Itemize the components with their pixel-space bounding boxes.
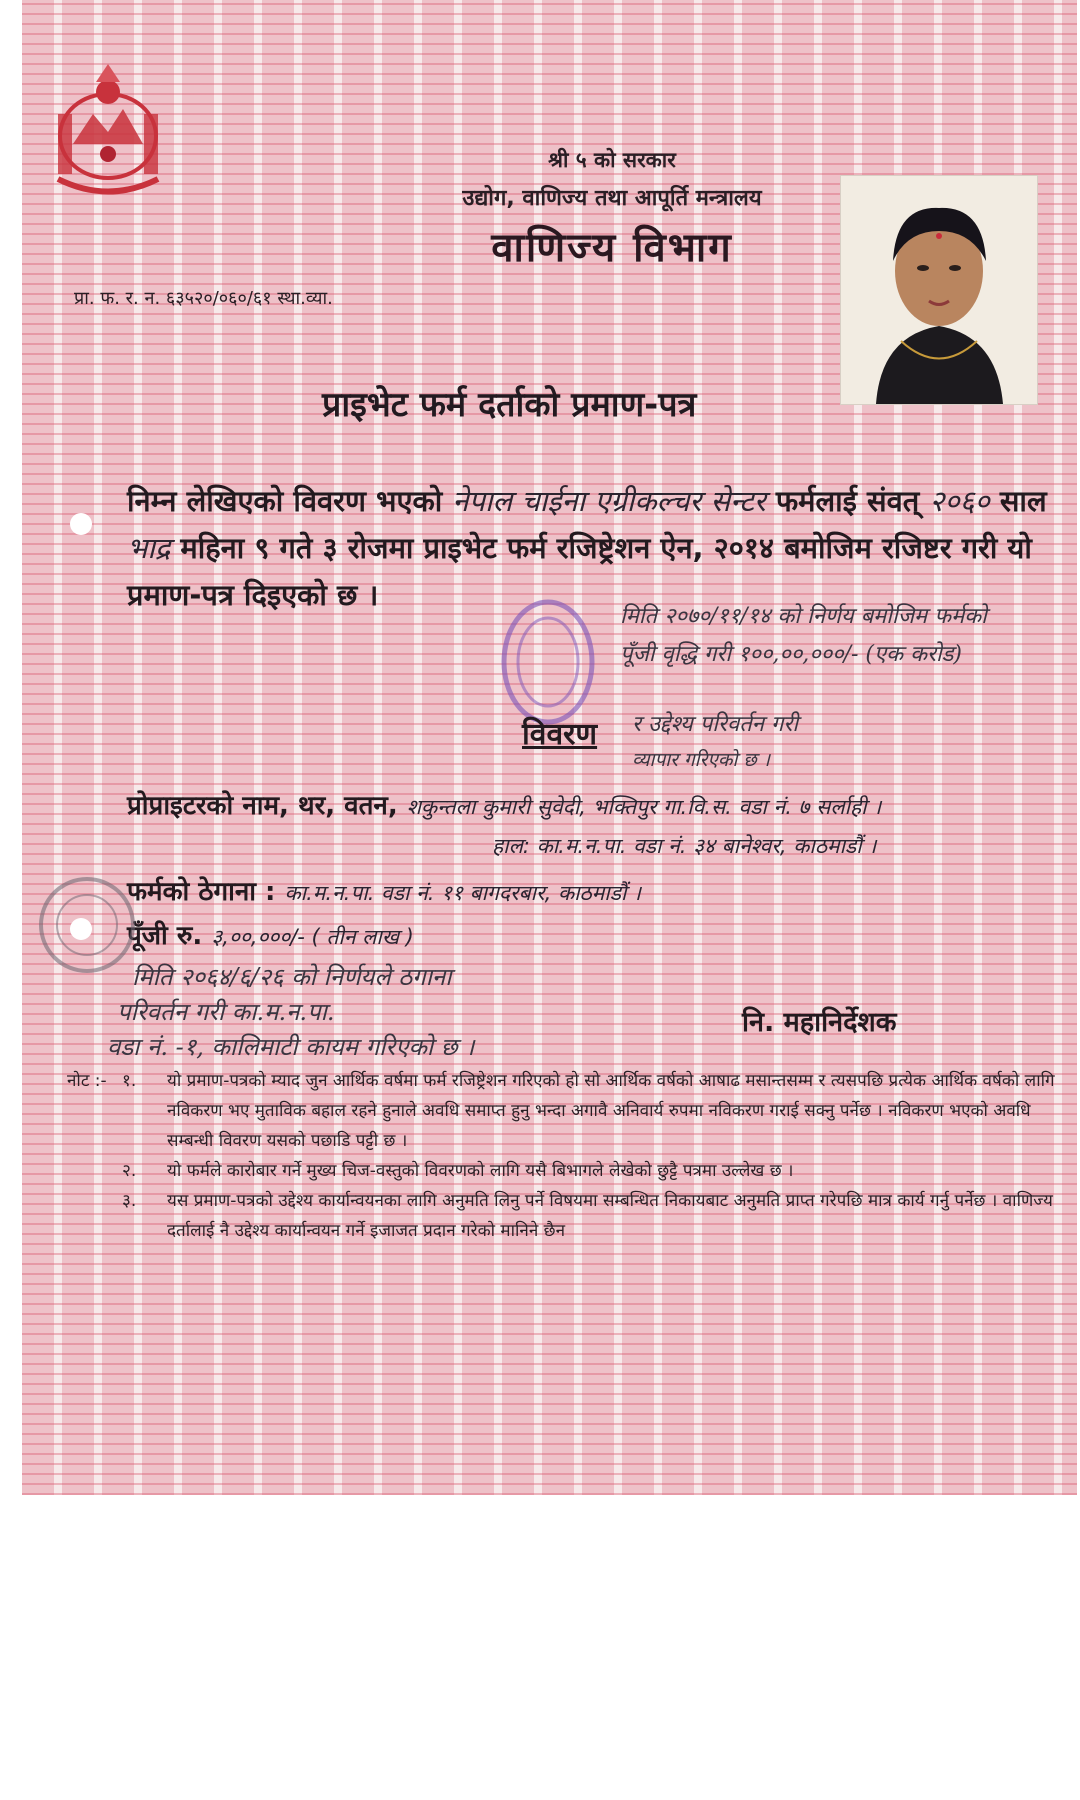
registration-number: प्रा. फ. र. न. ६३५२०/०६०/६१ स्था.व्या.: [74, 288, 333, 309]
details-heading: विवरण: [522, 717, 598, 752]
proprietor-photo: [840, 175, 1038, 405]
note-text: यस प्रमाण-पत्रको उद्देश्य कार्यान्वयनका लागि अनुमति लिनु पर्ने विषयमा सम्बन्धित निकायबाट अनुमति प्राप्त गरेपछि मात्र कार्य गर्नु पर्नेछ । वाणिज्य दर्तालाई नै उद्देश्य कार्यान्वयन गर्ने इजाजत प्रदान गरेको मानिने छैन: [167, 1191, 1053, 1241]
note-item: [67, 1186, 1072, 1246]
notes-label: नोट :-: [67, 1071, 107, 1091]
ministry-line: उद्योग, वाणिज्य तथा आपूर्ति मन्त्रालय: [462, 186, 762, 211]
body-part2: फर्मलाई संवत्: [775, 484, 920, 518]
body-part4: महिना ९ गते ३ रोजमा प्राइभेट फर्म रजिष्ट्रेशन ऐन, २०१४ बमोजिम रजिष्टर गरी यो प्रमाण-पत्र दिइएको छ ।: [127, 531, 1032, 612]
current-address: हाल: का.म.न.पा. वडा नं. ३४ बानेश्वर, काठमाडौं ।: [492, 834, 877, 858]
punch-hole-icon: [70, 918, 92, 940]
government-line: श्री ५ को सरकार: [548, 148, 676, 172]
handwritten-note-4: व्यापार गरिएको छ ।: [632, 749, 770, 771]
note-text: यो फर्मले कारोबार गर्ने मुख्य चिज-वस्तुको विवरणको लागि यसै बिभागले लेखेको छुट्टै पत्रमा उल्लेख छ ।: [167, 1161, 794, 1181]
handwritten-note-1: मिति २०७०/११/१४ को निर्णय बमोजिम फर्मको: [620, 604, 987, 629]
handwritten-bottom-2: परिवर्तन गरी का.म.न.पा.: [117, 998, 335, 1026]
certificate-document: [22, 0, 1077, 1495]
registration-year: २०६०: [929, 484, 990, 518]
firm-address-label: फर्मको ठेगाना :: [127, 877, 276, 907]
handwritten-note-2: पूँजी वृद्धि गरी १००,००,०००/- (एक करोड): [620, 642, 963, 667]
notes-section: [67, 1066, 1072, 1246]
capital-label: पूँजी रु.: [127, 921, 203, 951]
signature-title: नि. महानिर्देशक: [742, 1007, 897, 1038]
body-part1: निम्न लेखिएको विवरण भएको: [127, 484, 443, 518]
note-number: १.: [122, 1071, 137, 1091]
header: [362, 146, 862, 273]
note-item: [67, 1066, 1072, 1156]
punch-hole-icon: [70, 513, 92, 535]
handwritten-note-3: र उद्देश्य परिवर्तन गरी: [632, 712, 799, 737]
note-item: [67, 1156, 1072, 1186]
proprietor-row: [127, 786, 881, 822]
capital-row: [127, 916, 414, 952]
proprietor-value: शकुन्तला कुमारी सुवेदी, भक्तिपुर गा.वि.स. वडा नं. ७ सर्लाही ।: [406, 795, 882, 819]
department-title: वाणिज्य विभाग: [491, 225, 733, 271]
note-number: २.: [122, 1161, 137, 1181]
body-part3: साल: [999, 484, 1047, 518]
handwritten-bottom-1: मिति २०६४/६/२६ को निर्णयले ठगाना: [132, 963, 452, 991]
note-text: यो प्रमाण-पत्रको म्याद जुन आर्थिक वर्षमा फर्म रजिष्ट्रेशन गरिएको हो सो आर्थिक वर्षको आषाढ मसान्तसम्म र त्यसपछि प्रत्येक आर्थिक वर्षको लागि नविकरण भए मुताविक बहाल रहने हुनाले अवधि समाप्त हुनु भन्दा अगावै अनिवार्य रुपमा नविकरण गराई सक्नु पर्नेछ । नविकरण भएको अवधि सम्बन्धी विवरण यसको पछाडि पट्टी छ ।: [167, 1071, 1055, 1151]
firm-name: नेपाल चाईना एग्रीकल्चर सेन्टर: [452, 484, 766, 518]
current-address-row: [492, 830, 876, 860]
certificate-title: प्राइभेट फर्म दर्ताको प्रमाण-पत्र: [322, 385, 697, 425]
handwritten-bottom-3: वडा नं. -१, कालिमाटी कायम गरिएको छ ।: [107, 1033, 475, 1061]
proprietor-label: प्रोप्राइटरको नाम, थर, वतन,: [127, 791, 398, 821]
firm-address-value: का.म.न.पा. वडा नं. ११ बागदरबार, काठमाडौं ।: [284, 881, 642, 905]
registration-month: भाद्र: [127, 531, 171, 565]
firm-address-row: [127, 872, 641, 908]
capital-value: ३,००,०००/- ( तीन लाख ): [211, 925, 414, 949]
national-emblem-icon: [38, 54, 178, 204]
note-number: ३.: [122, 1191, 137, 1211]
stamp-icon: [490, 592, 610, 732]
